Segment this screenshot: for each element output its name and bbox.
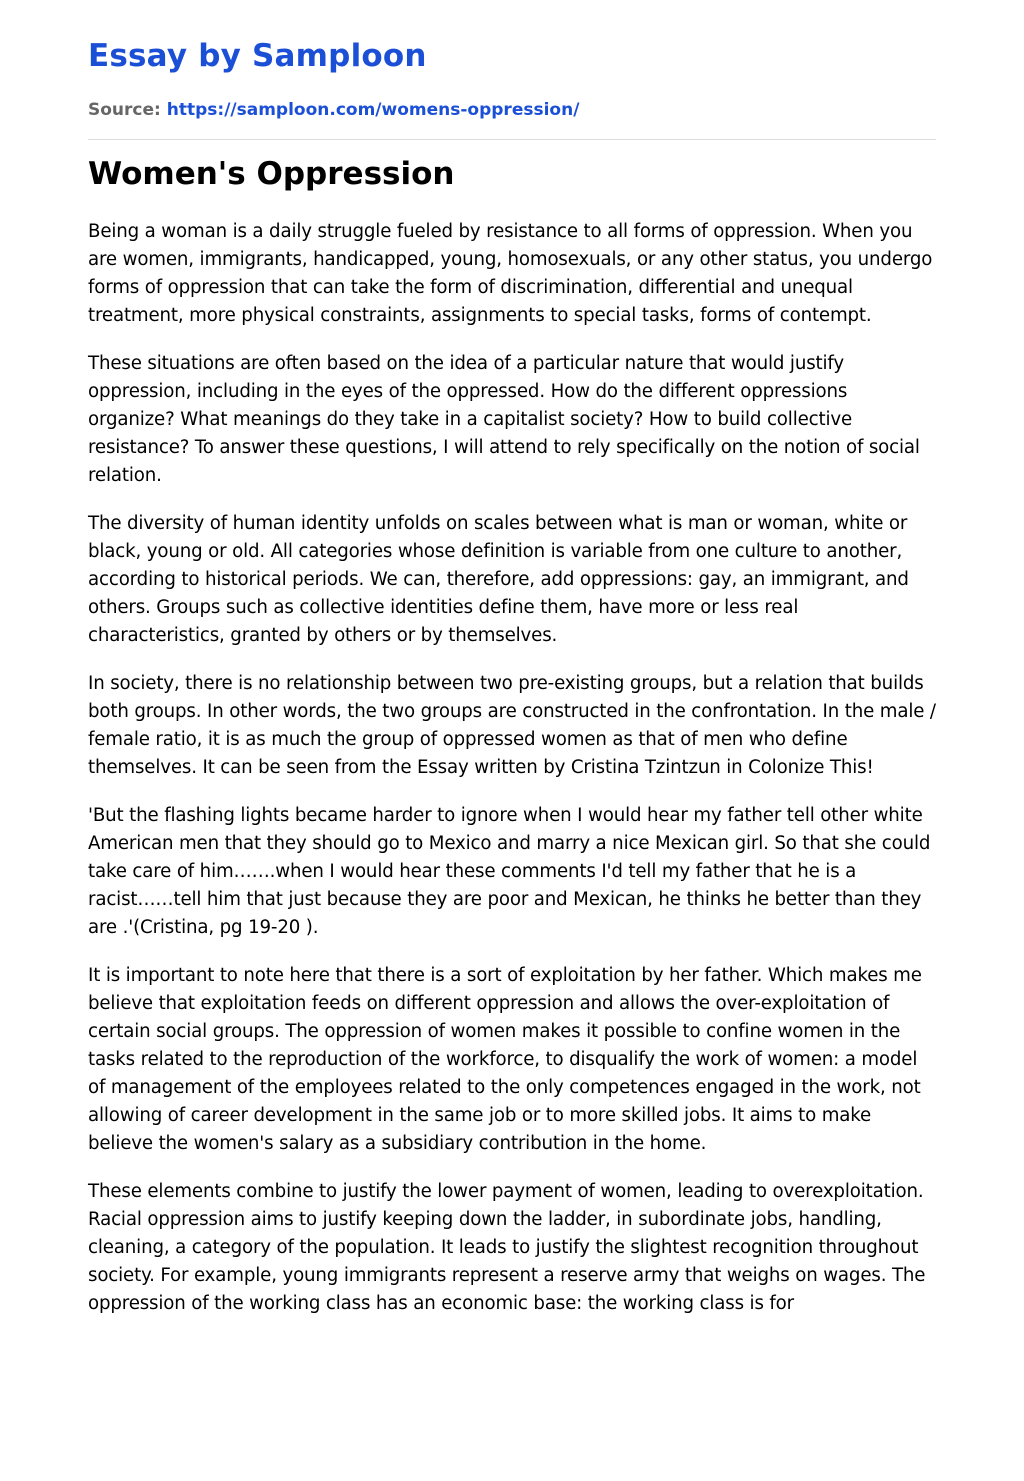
- source-label: Source:: [88, 100, 161, 120]
- article-title: Women's Oppression: [88, 156, 455, 192]
- article-paragraph: The diversity of human identity unfolds on scales between what is man or woman, white or black, young or old. All categories whose definition is variable from one culture to another, according to historical periods. We can, therefore, add oppressions: gay, an immigrant, and others. Groups such as collective identities define them, have more or less real characteristics, granted by others or by themselves.: [88, 513, 909, 646]
- source-link[interactable]: https://samploon.com/womens-oppression/: [166, 100, 580, 120]
- article-body: [88, 218, 936, 1318]
- article-paragraph: These elements combine to justify the lower payment of women, leading to overexploitation. Racial oppression aims to justify keeping down the ladder, in subordinate jobs, handling, cleaning, a category of the population. It leads to justify the slightest recognition throughout society. For example, young immigrants represent a reserve army that weighs on wages. The oppression of the working class has an economic base: the working class is for: [88, 1181, 926, 1314]
- article-paragraph: It is important to note here that there is a sort of exploitation by her father. Which makes me believe that exploitation feeds on different oppression and allows the over-exploitation of certain social groups. The oppression of women makes it possible to confine women in the tasks related to the reproduction of the workforce, to disqualify the work of women: a model of management of the employees related to the only competences engaged in the work, not allowing of career development in the same job or to more skilled jobs. It aims to make believe the women's salary as a subsidiary contribution in the home.: [88, 965, 922, 1154]
- source-line: [88, 98, 936, 122]
- article-paragraph: 'But the flashing lights became harder to ignore when I would hear my father tell other white American men that they should go to Mexico and marry a nice Mexican girl. So that she could take care of him…….when I would hear these comments I'd tell my father that he is a racist……tell him that just because they are poor and Mexican, he thinks he better than they are .'(Cristina, pg 19-20 ).: [88, 805, 931, 938]
- header-divider: [88, 139, 936, 140]
- article-paragraph: Being a woman is a daily struggle fueled by resistance to all forms of oppression. When you are women, immigrants, handicapped, young, homosexuals, or any other status, you undergo forms of oppression that can take the form of discrimination, differential and unequal treatment, more physical constraints, assignments to special tasks, forms of contempt.: [88, 221, 933, 326]
- article-paragraph: In society, there is no relationship between two pre-existing groups, but a relation that builds both groups. In other words, the two groups are constructed in the confrontation. In the male / female ratio, it is as much the group of oppressed women as that of men who define themselves. It can be seen from the Essay written by Cristina Tzintzun in Colonize This!: [88, 673, 936, 778]
- article-paragraph: These situations are often based on the idea of a particular nature that would justify oppression, including in the eyes of the oppressed. How do the different oppressions organize? What meanings do they take in a capitalist society? How to build collective resistance? To answer these questions, I will attend to rely specifically on the notion of social relation.: [88, 353, 920, 486]
- site-brand-title[interactable]: Essay by Samploon: [88, 38, 427, 74]
